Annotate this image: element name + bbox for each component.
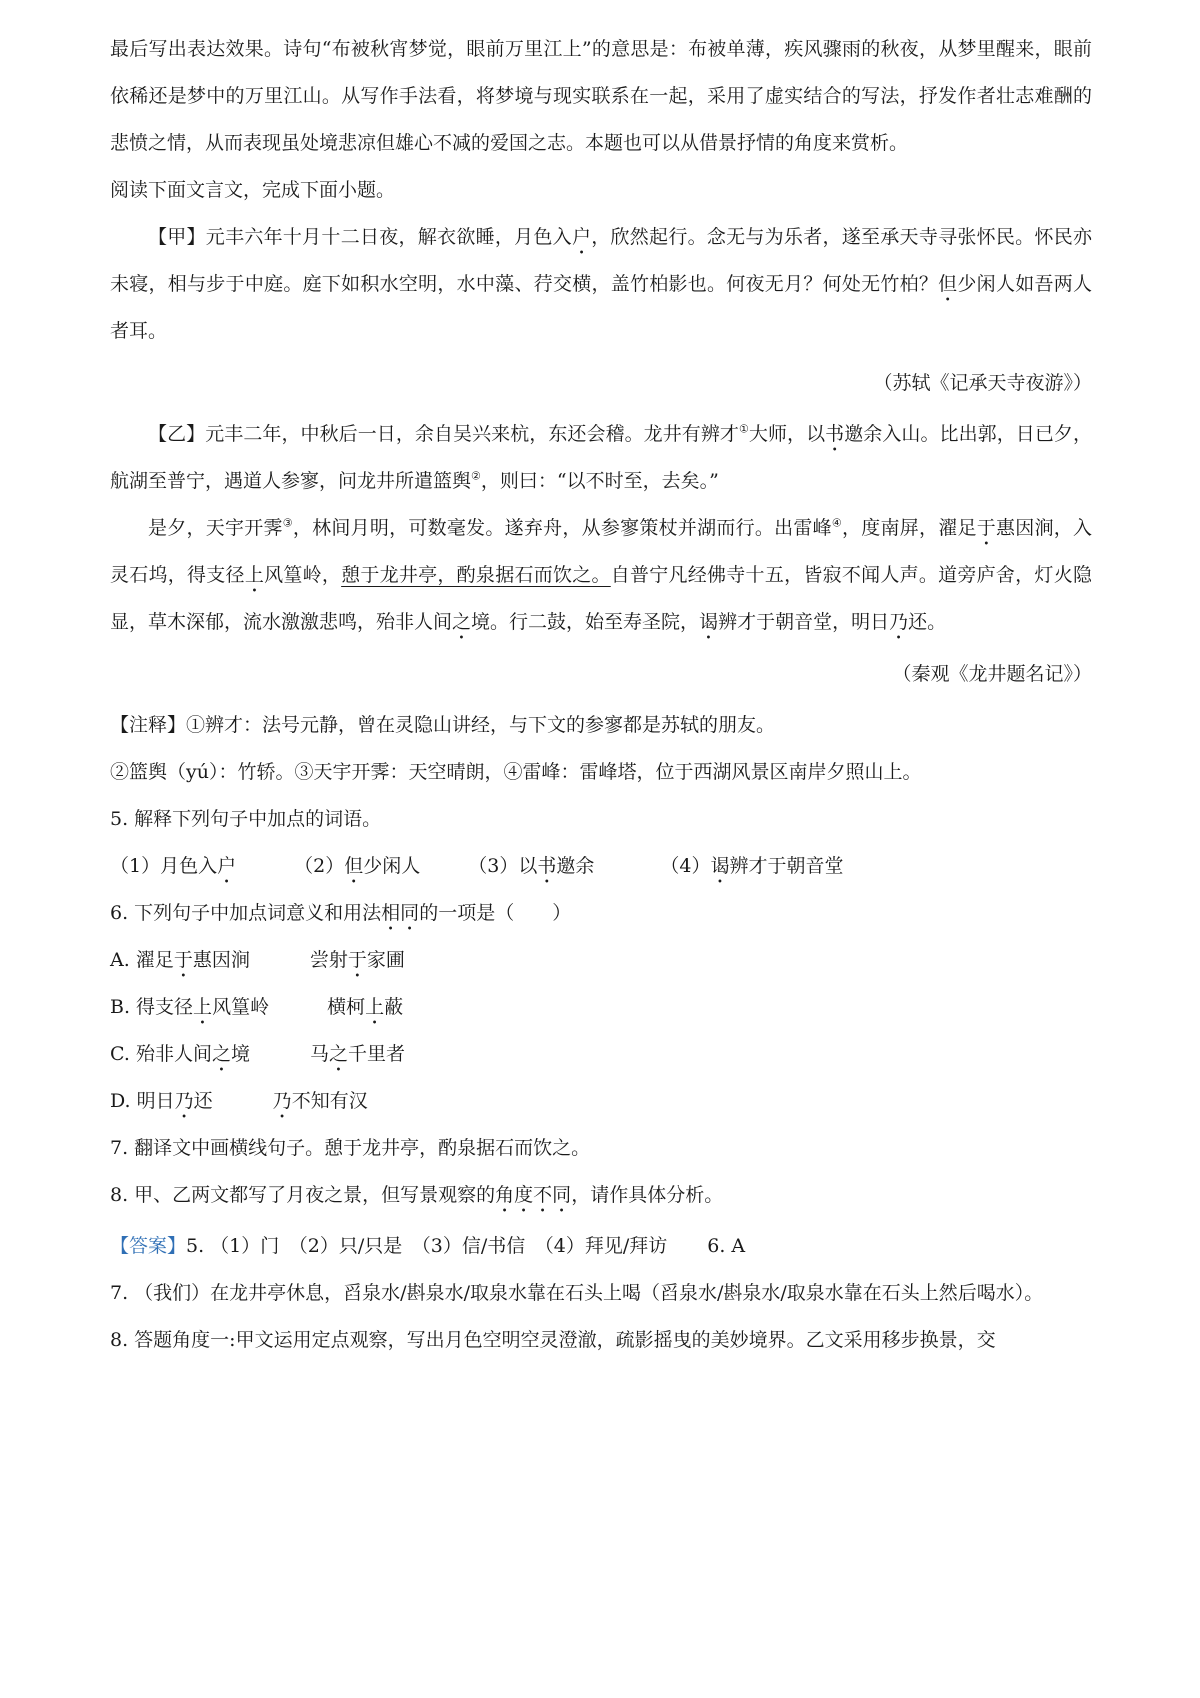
- intro-paragraph: 最后写出表达效果。诗句“布被秋宵梦觉，眼前万里江上”的意思是：布被单薄，疾风骤雨的秋夜，从梦里醒来，眼前依稀还是梦中的万里江山。从写作手法看，将梦境与现实联系在一起，采用了虚实结合的写法，抒发作者壮志难酬的悲愤之情，从而表现虽处境悲凉但雄心不减的爱国之志。本题也可以从借景抒情的角度来赏析。: [110, 38, 1092, 154]
- answer-tag: 【答案】: [110, 1235, 187, 1257]
- question-8: 8. 甲、乙两文都写了月夜之景，但写景观察的角度不同，请作具体分析。: [110, 1184, 724, 1206]
- passage-jia: 【甲】元丰六年十月十二日夜，解衣欲睡，月色入户，欣然起行。念无与为乐者，遂至承天寺寻张怀民。怀民亦未寝，相与步于中庭。庭下如积水空明，水中藻、荇交横，盖竹柏影也。何夜无月？何处无竹柏？但少闲人如吾两人者耳。: [110, 226, 1092, 342]
- footnote-mark: ③: [282, 516, 293, 530]
- question-7: 7. 翻译文中画横线句子。憩于龙井亭，酌泉据石而饮之。: [110, 1137, 591, 1159]
- footnote-mark: ①: [738, 422, 749, 436]
- source-jia: （苏轼《记承天寺夜游》）: [873, 372, 1092, 394]
- note-line-1: 【注释】①辨才：法号元静，曾在灵隐山讲经，与下文的参寥都是苏轼的朋友。: [110, 714, 776, 736]
- answer-7: 7. （我们）在龙井亭休息，舀泉水/斟泉水/取泉水靠在石头上喝（舀泉水/斟泉水/取泉水靠在石头上然后喝水）。: [110, 1282, 1044, 1304]
- reading-instruction: 阅读下面文言文，完成下面小题。: [110, 179, 396, 201]
- underlined-sentence: 憩于龙井亭，酌泉据石而饮之。: [341, 564, 611, 586]
- dotted-word: 但: [938, 273, 958, 295]
- answer-line-5-6: 【答案】5. （1）门 （2）只/只是 （3）信/书信 （4）拜见/拜访 6. A: [110, 1235, 746, 1257]
- dotted-word: 上: [244, 564, 265, 586]
- dotted-word: 乃: [889, 611, 909, 633]
- note-line-2: ②篮舆（yú）：竹轿。③天宇开霁：天空晴朗，④雷峰：雷峰塔，位于西湖风景区南岸夕照山上。: [110, 761, 922, 783]
- option-c: C. 殆非人间之境 马之千里者: [110, 1043, 406, 1065]
- footnote-mark: ②: [471, 469, 481, 483]
- dotted-word: 户: [571, 226, 592, 248]
- option-d: D. 明日乃还 乃不知有汉: [110, 1090, 368, 1112]
- dotted-word: 于: [976, 517, 996, 539]
- option-a: A. 濯足于惠因涧 尝射于家圃: [110, 949, 405, 971]
- option-b: B. 得支径上风篁岭 横柯上蔽: [110, 996, 404, 1018]
- answer-8: 8. 答题角度一:甲文运用定点观察，写出月色空明空灵澄澈，疏影摇曳的美妙境界。乙文采用移步换景，交: [110, 1329, 996, 1351]
- passage-yi-1: 【乙】元丰二年，中秋后一日，余自吴兴来杭，东还会稽。龙井有辨才①大师，以书邀余入山。比出郭，日已夕，航湖至普宁，遇道人参寥，问龙井所遣篮舆②，则曰：“以不时至，去矣。”: [110, 422, 1092, 492]
- footnote-mark: ④: [831, 516, 842, 530]
- question-5-stem: 5. 解释下列句子中加点的词语。: [110, 808, 382, 830]
- question-5-items: （1）月色入户 （2）但少闲人 （3）以书邀余 （4）谒辨才于朝音堂: [110, 855, 844, 877]
- dotted-word: 书: [825, 423, 845, 445]
- source-yi: （秦观《龙井题名记》）: [892, 663, 1092, 685]
- question-6-stem: 6. 下列句子中加点词意义和用法相同的一项是（ ）: [110, 902, 572, 924]
- dotted-word: 谒: [699, 611, 719, 633]
- dotted-word: 之: [452, 611, 472, 633]
- passage-yi-2: 是夕，天宇开霁③，林间月明，可数毫发。遂弃舟，从参寥策杖并湖而行。出雷峰④，度南屏，濯足于惠因涧，入灵石坞，得支径上风篁岭，憩于龙井亭，酌泉据石而饮之。自普宁凡经佛寺十五，皆寂不闻人声。道旁庐舍，灯火隐显，草木深郁，流水激激悲鸣，殆非人间之境。行二鼓，始至寿圣院，谒辨才于朝音堂，明日乃还。: [110, 516, 1092, 633]
